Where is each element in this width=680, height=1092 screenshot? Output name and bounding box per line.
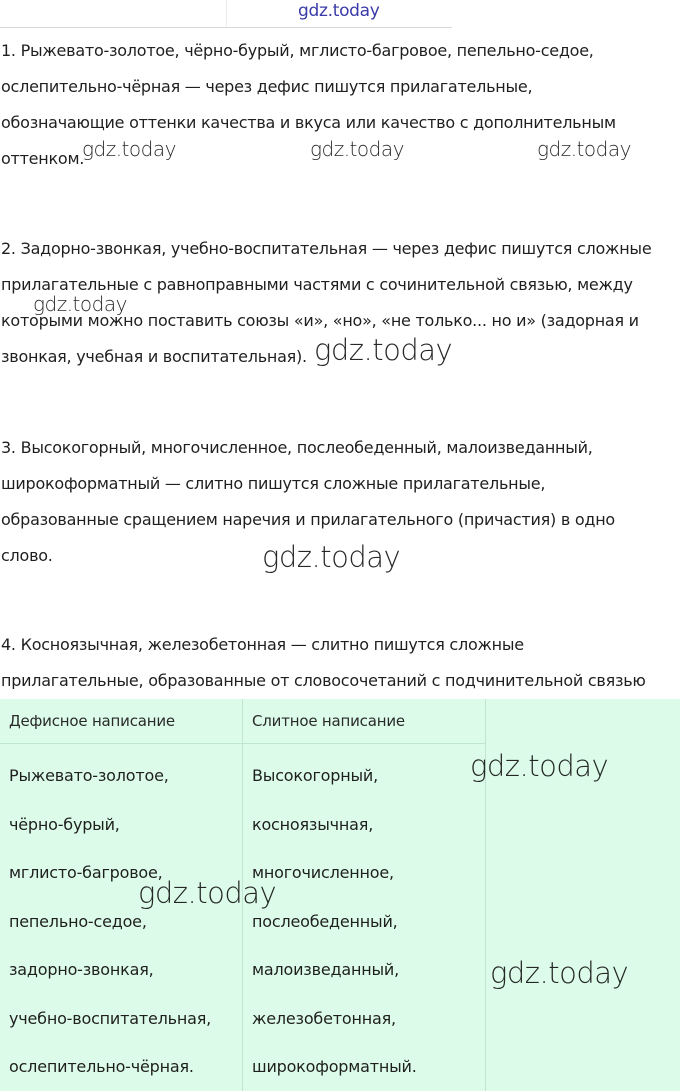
hyphenated-word-list: [0, 744, 242, 1092]
table-cell: косноязычная,: [252, 814, 374, 834]
table-cell: ослепительно-чёрная.: [9, 1057, 194, 1076]
table-cell: Высокогорный,: [252, 766, 378, 785]
table-cell: чёрно-бурый,: [9, 814, 120, 834]
table-header-solid: Слитное написание: [243, 699, 485, 744]
paragraph-4: 4. Косноязычная, железобетонная — слитно пишутся сложные прилагательные, образованные от словосочетаний с подчинительной связью: [1, 635, 646, 689]
watermark: gdz.today: [138, 876, 277, 910]
table-cell: малоизведанный,: [252, 960, 399, 979]
table-cell: широкоформатный.: [252, 1057, 417, 1076]
header-watermark: gdz.today: [298, 1, 380, 21]
table-cell: задорно-звонкая,: [9, 960, 154, 979]
paragraph-2: 2. Задорно-звонкая, учебно-воспитательная — через дефис пишутся сложные прилагательные с равноправными частями с сочинительной связью, между которыми можно поставить союзы «и», «но», «не только... но и» (задорная и звонкая, учебная и воспитательная).: [1, 239, 652, 366]
top-divider-line: [0, 27, 452, 28]
watermark: gdz.today: [314, 333, 453, 367]
watermark: gdz.today: [33, 292, 127, 316]
watermark: gdz.today: [470, 749, 609, 783]
paragraph-1: 1. Рыжевато-золотое, чёрно-бурый, мглисто-багровое, пепельно-седое, ослепительно-чёрная — через дефис пишутся прилагательные, обозначающие оттенки качества и вкуса или качество с дополнительным оттенком.: [1, 41, 616, 168]
table-cell: послеобеденный,: [252, 911, 398, 931]
table-cell: пепельно-седое,: [9, 911, 147, 931]
table-cell: железобетонная,: [252, 1008, 396, 1028]
solid-word-list: [243, 744, 485, 1092]
table-column-solid: [243, 699, 486, 1091]
watermark: gdz.today: [490, 956, 629, 990]
watermark: gdz.today: [82, 137, 176, 161]
watermark: gdz.today: [537, 137, 631, 161]
watermark: gdz.today: [310, 137, 404, 161]
watermark: gdz.today: [262, 540, 401, 574]
table-cell: многочисленное,: [252, 863, 394, 882]
table-cell: учебно-воспитательная,: [9, 1008, 212, 1028]
table-header-hyphenated: Дефисное написание: [0, 699, 242, 744]
table-cell: Рыжевато-золотое,: [9, 766, 169, 785]
table-cell: мглисто-багровое,: [9, 863, 163, 882]
top-column-divider: [226, 0, 227, 27]
paragraph-3: 3. Высокогорный, многочисленное, послеобеденный, малоизведанный, широкоформатный — слитно пишутся сложные прилагательные, образованные сращением наречия и прилагательного (причастия) в одно слово.: [1, 438, 615, 565]
